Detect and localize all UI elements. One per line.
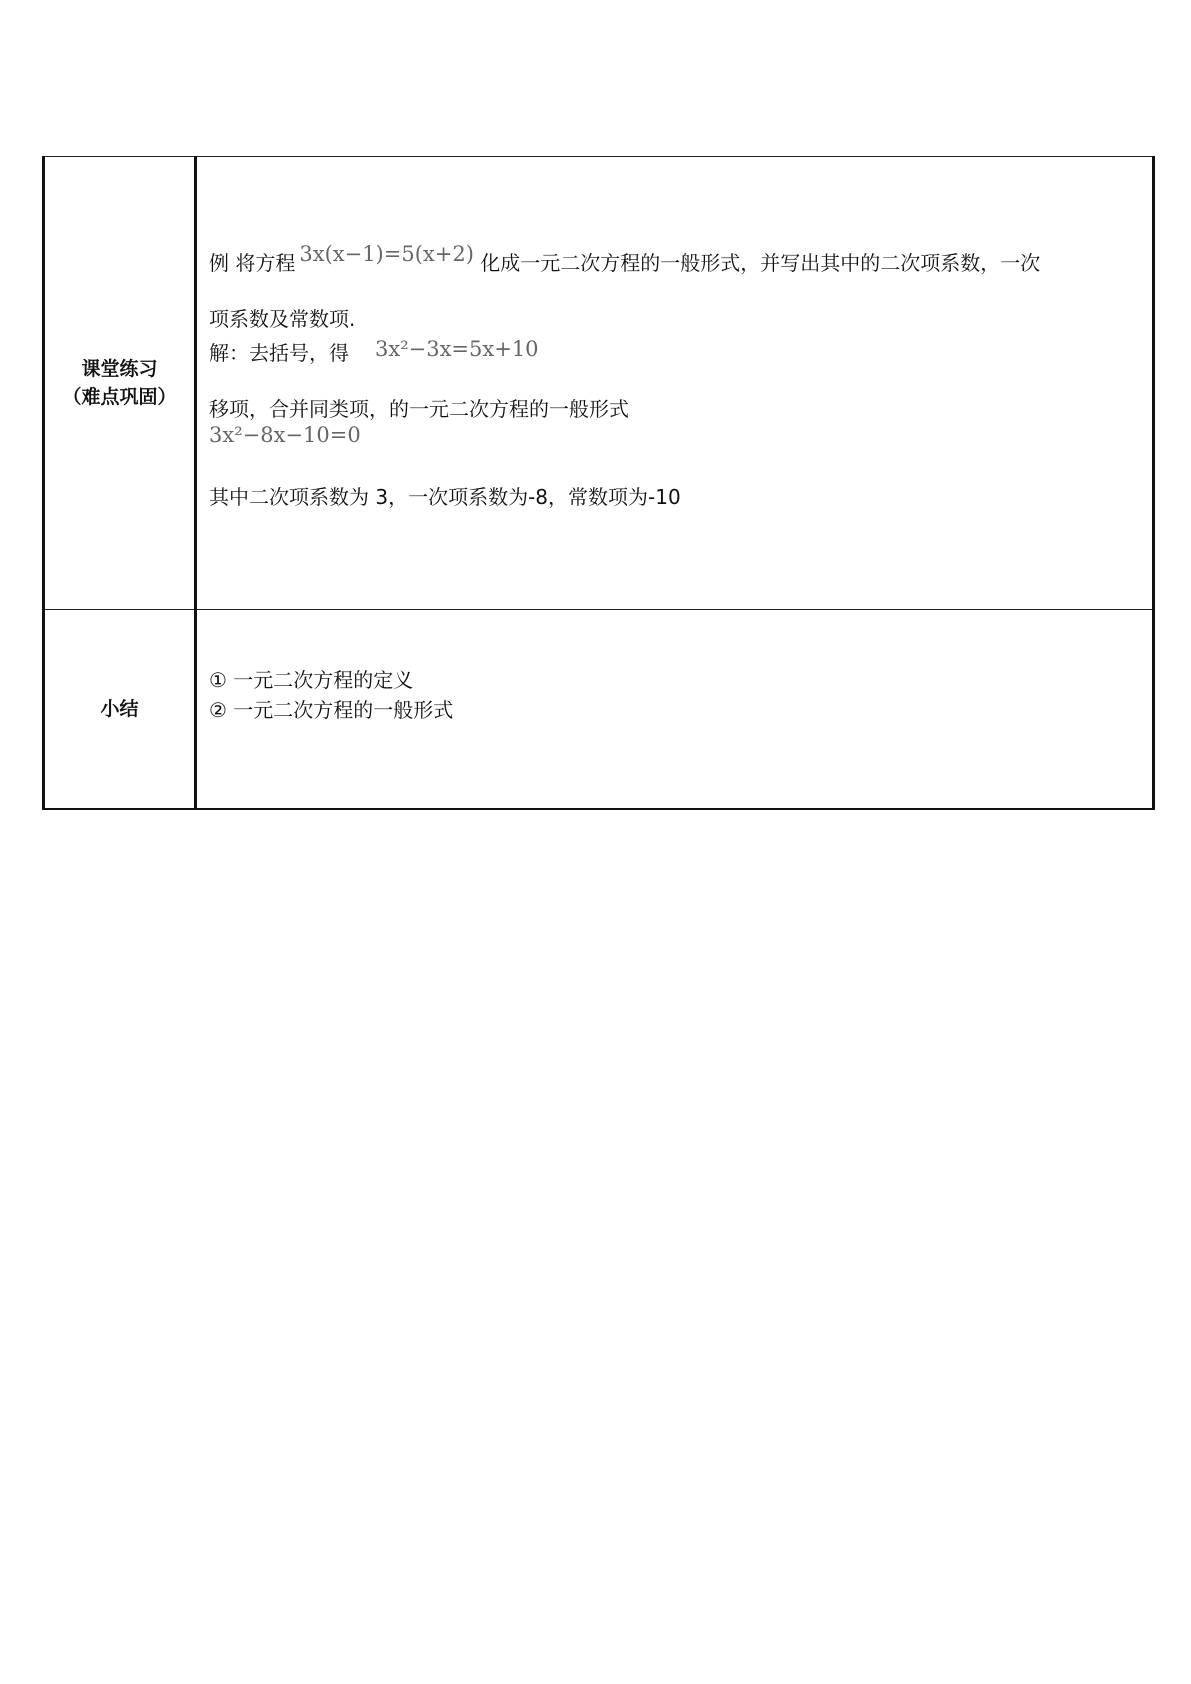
solution-line (209, 337, 539, 366)
general-form-equation: 3x²−8x−10=0 (209, 423, 361, 447)
practice-content-cell (196, 157, 1154, 610)
example-equation: 3x(x−1)=5(x+2) (299, 242, 474, 266)
example-line-2: 项系数及常数项. (209, 307, 356, 331)
step2-text: 移项，合并同类项，的一元二次方程的一般形式 (209, 397, 629, 421)
solution-prefix: 解：去括号，得 (209, 341, 349, 365)
example-prefix: 例 将方程 (209, 251, 296, 275)
summary-label-cell (44, 610, 196, 810)
practice-label-cell (44, 157, 196, 610)
practice-label-line2: （难点巩固） (62, 386, 177, 408)
solution-equation: 3x²−3x=5x+10 (375, 337, 539, 361)
practice-label (45, 355, 194, 411)
conclusion-text: 其中二次项系数为 3，一次项系数为-8，常数项为-10 (209, 485, 681, 509)
lesson-table (42, 156, 1155, 810)
example-line-1 (209, 242, 1041, 276)
summary-item-2: ② 一元二次方程的一般形式 (209, 698, 454, 722)
practice-row (44, 157, 1154, 610)
summary-content-cell (196, 610, 1154, 810)
example-suffix: 化成一元二次方程的一般形式，并写出其中的二次项系数，一次 (473, 251, 1041, 275)
summary-row (44, 610, 1154, 810)
practice-label-line1: 课堂练习 (81, 358, 158, 380)
summary-label: 小结 (100, 698, 139, 720)
summary-item-1: ① 一元二次方程的定义 (209, 668, 414, 692)
